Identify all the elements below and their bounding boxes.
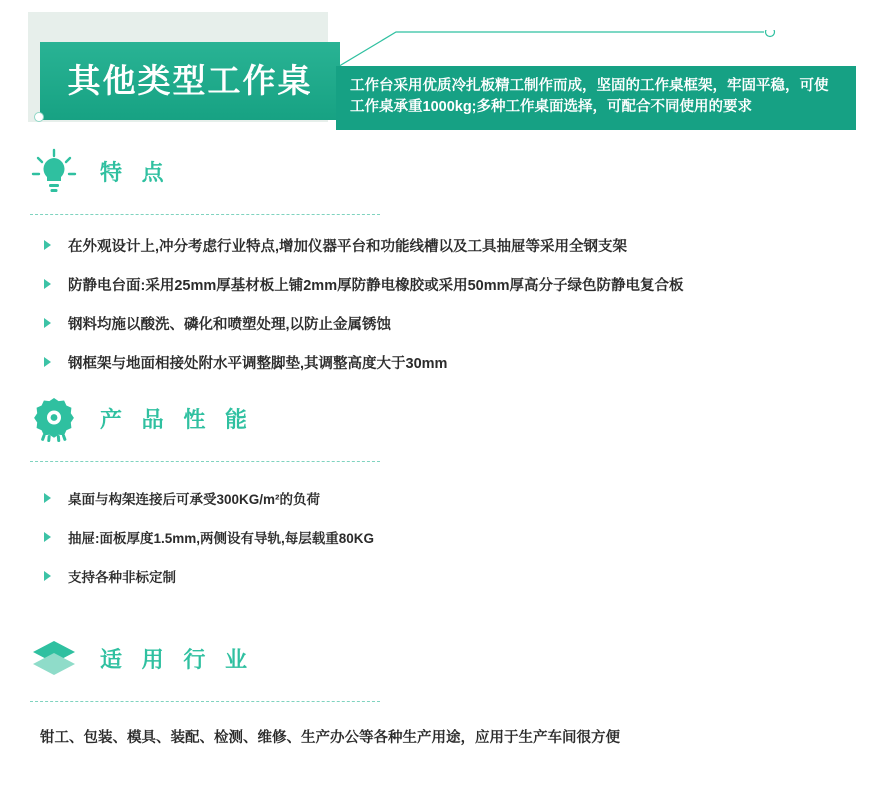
section-industries-divider [30, 701, 380, 702]
list-item [40, 489, 860, 511]
list-item [40, 528, 860, 550]
list-item-text: 抽屉:面板厚度1.5mm,两侧设有导轨,每层载重80KG [68, 531, 375, 546]
bullet-arrow-icon [44, 279, 51, 289]
list-item [40, 314, 860, 336]
section-features-list [40, 236, 860, 375]
section-features-header [0, 148, 870, 204]
list-item [40, 353, 860, 375]
section-performance-header [0, 395, 870, 451]
section-industries-text: 钳工、包装、模具、装配、检测、维修、生产办公等各种生产用途，应用于生产车间很方便 [40, 730, 620, 746]
list-item [40, 275, 860, 297]
section-industries [0, 635, 870, 746]
list-item [40, 236, 860, 258]
layers-icon [30, 635, 78, 683]
lightbulb-icon [30, 148, 78, 196]
header-connector-line [336, 30, 776, 70]
section-features [0, 148, 870, 372]
bullet-arrow-icon [44, 240, 51, 250]
list-item [40, 567, 860, 589]
bullet-arrow-icon [44, 532, 51, 542]
badge-icon [30, 395, 78, 443]
header-description: 工作台采用优质冷扎板精工制作而成，坚固的工作桌框架，牢固平稳，可使工作桌承重1000kg;多种工作桌面选择，可配合不同使用的要求 [336, 66, 856, 130]
bullet-arrow-icon [44, 571, 51, 581]
section-industries-title: 适 用 行 业 [100, 648, 253, 673]
list-item-text: 钢料均施以酸洗、磷化和喷塑处理,以防止金属锈蚀 [68, 317, 392, 333]
list-item-text: 钢框架与地面相接处附水平调整脚垫,其调整高度大于30mm [68, 356, 448, 372]
header-dot-marker [34, 112, 44, 122]
list-item-text: 在外观设计上,冲分考虑行业特点,增加仪器平台和功能线槽以及工具抽屉等采用全钢支架 [68, 239, 628, 255]
section-performance [0, 395, 870, 585]
list-item-text: 防静电台面:采用25mm厚基材板上铺2mm厚防静电橡胶或采用50mm厚高分子绿色防静电复合板 [68, 278, 684, 294]
section-performance-divider [30, 461, 380, 462]
section-industries-header [0, 635, 870, 691]
list-item-text: 桌面与构架连接后可承受300KG/m²的负荷 [68, 492, 321, 507]
section-performance-list [40, 489, 860, 589]
bullet-arrow-icon [44, 318, 51, 328]
section-features-divider [30, 214, 380, 215]
page-header [0, 0, 870, 150]
section-features-title: 特 点 [100, 161, 170, 186]
list-item-text: 支持各种非标定制 [68, 570, 176, 585]
bullet-arrow-icon [44, 493, 51, 503]
page-title: 其他类型工作桌 [67, 61, 313, 100]
bullet-arrow-icon [44, 357, 51, 367]
section-performance-title: 产 品 性 能 [100, 408, 253, 433]
